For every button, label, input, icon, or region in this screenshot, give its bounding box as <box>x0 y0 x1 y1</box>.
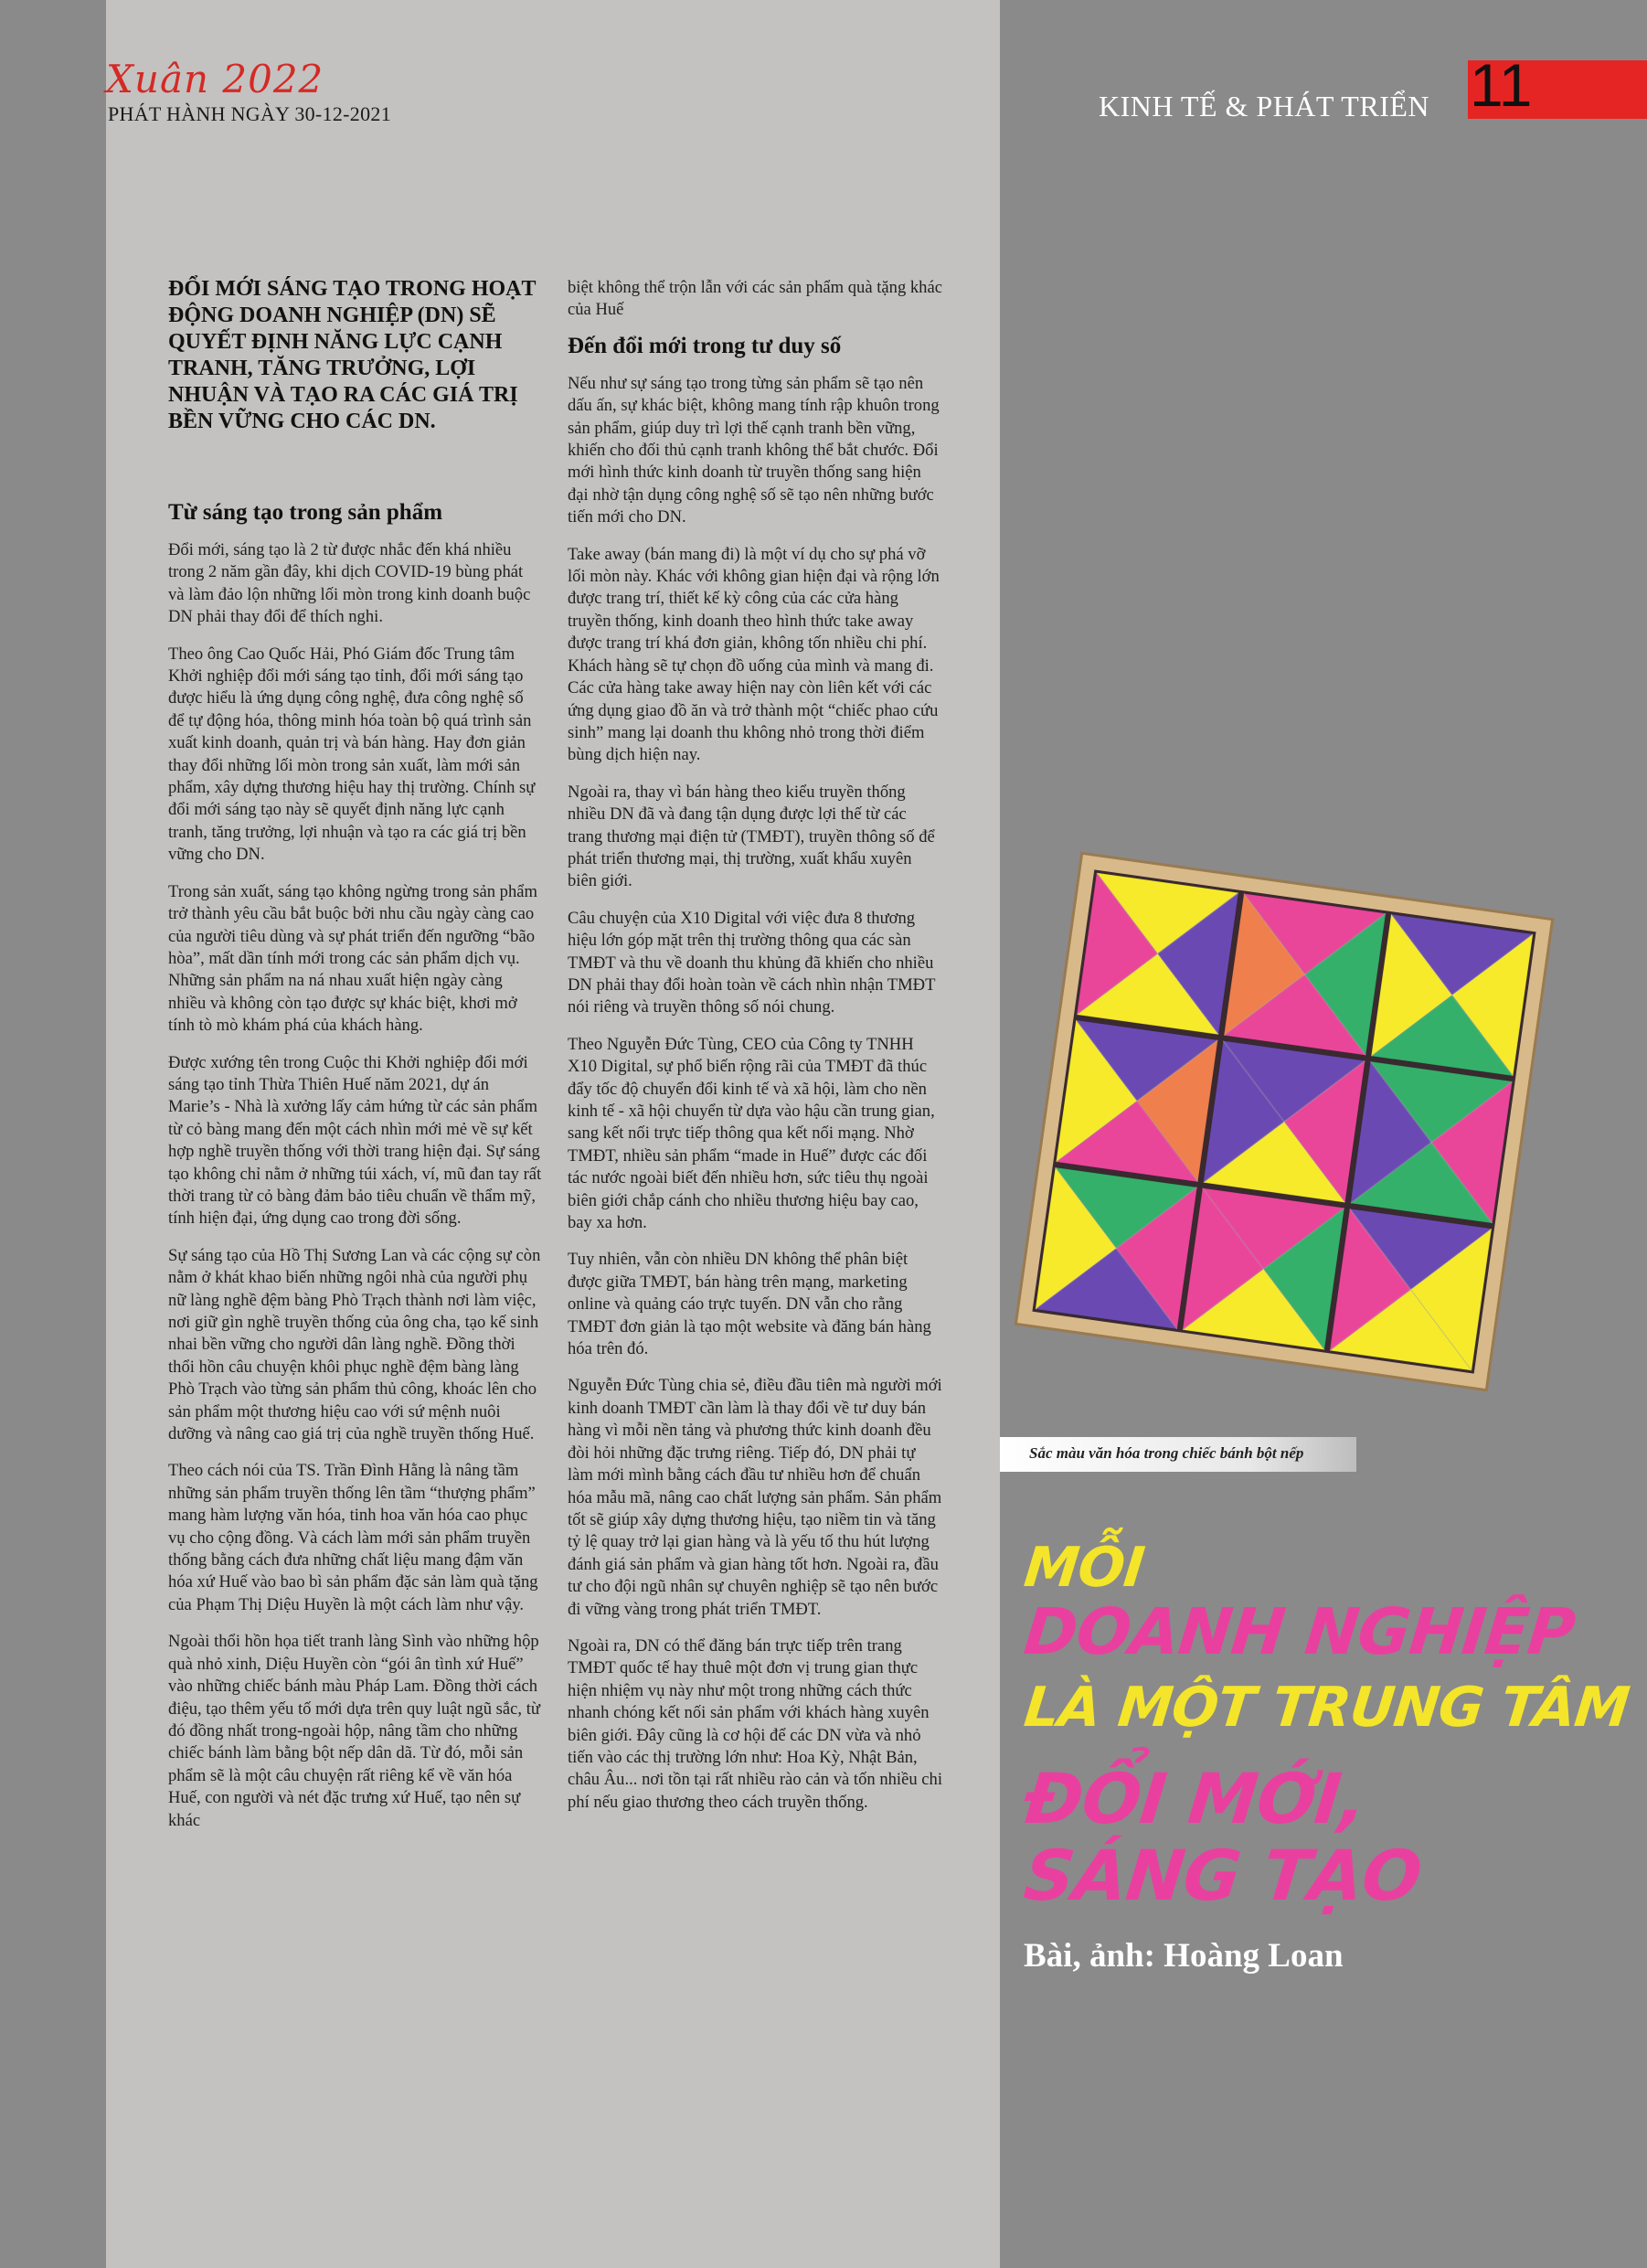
paragraph: Nếu như sự sáng tạo trong từng sản phẩm sẽ tạo nên dấu ấn, sự khác biệt, không mang tính rập khuôn trong sản phẩm, giúp duy trì lợi thế cạnh tranh bền vững, khiến cho đối thủ cạnh tranh không thể bắt chước. Đổi mới hình thức kinh doanh từ truyền thống sang hiện đại nhờ tận dụng công nghệ số sẽ tạo nên những bước tiến mới cho DN. <box>568 373 940 527</box>
paragraph: Trong sản xuất, sáng tạo không ngừng trong sản phẩm trở thành yêu cầu bắt buộc bởi nhu cầu ngày càng cao của người tiêu dùng và sự phát triển đến ngưỡng “bão hòa”, mất dần tính mới trong các sản phẩm dịch vụ. Những sản phẩm na ná nhau xuất hiện ngày càng nhiều và không còn tạo được sự khác biệt, khơi mở tính tò mò khám phá của khách hàng. <box>168 881 537 1036</box>
issue-title: Xuân 2022 <box>106 57 324 101</box>
paragraph: Tuy nhiên, vẫn còn nhiều DN không thể phân biệt được giữa TMĐT, bán hàng trên mạng, marketing online và quảng cáo trực tuyến. DN vẫn cho rằng TMĐT đơn giản là tạo một website và đăng bán hàng hóa trên đó. <box>568 1250 931 1359</box>
paragraph: Ngoài ra, DN có thể đăng bán trực tiếp trên trang TMĐT quốc tế hay thuê một đơn vị trung gian thực hiện nhiệm vụ này như một trong những cách thức nhanh chóng kết nối sản phẩm với khách hàng xuyên biên giới. Đây cũng là cơ hội để các DN vừa và nhỏ tiến vào các thị trường lớn như: Hoa Kỳ, Nhật Bản, châu Âu... nơi tồn tại rất nhiều rào cản và tốn nhiều chi phí nếu giao thương theo cách truyền thống. <box>568 1635 942 1812</box>
subheading-2: Đến đổi mới trong tư duy số <box>568 333 842 358</box>
paragraph: Theo Nguyễn Đức Tùng, CEO của Công ty TNHH X10 Digital, sự phổ biến rộng rãi của TMĐT đã thúc đẩy tốc độ chuyển đổi kinh tế và xã hội, làm cho nền kinh tế - xã hội chuyển từ dựa vào hậu cần trung gian, sang kết nối trực tiếp thông qua kết nối mạng. Nhờ TMĐT, nhiều sản phẩm “made in Huế” được các đối tác nước ngoài biết đến nhiều hơn, sức tiêu thụ ngoài biên giới chắp cánh cho nhiều thương hiệu bay cao, bay xa hơn. <box>568 1034 935 1233</box>
article-column-2 <box>568 277 942 1828</box>
headline-line-5: SÁNG TẠO <box>1020 1835 1426 1916</box>
paragraph: Ngoài ra, thay vì bán hàng theo kiểu truyền thống nhiều DN đã và đang tận dụng được lợi thế từ các trang thương mại điện tử (TMĐT), truyền thông số để phát triển thương mại, thị trường, xuất khẩu xuyên biên giới. <box>568 782 935 891</box>
page-number: 11 <box>1470 51 1533 119</box>
paragraph: Theo ông Cao Quốc Hải, Phó Giám đốc Trung tâm Khởi nghiệp đổi mới sáng tạo tỉnh, đổi mới sáng tạo được hiểu là ứng dụng công nghệ, đưa công nghệ số để tự động hóa, thông minh hóa toàn bộ quá trình sản xuất kinh doanh, quản trị và bán hàng. Hay đơn giản thay đổi những lối mòn trong sản xuất, làm mới sản phẩm, xây dựng thương hiệu hay thị trường. Chính sự đổi mới sáng tạo này sẽ quyết định năng lực cạnh tranh, tăng trưởng, lợi nhuận và tạo ra các giá trị bền vững cho DN. <box>168 644 536 865</box>
photo-caption: Sắc màu văn hóa trong chiếc bánh bột nếp <box>1029 1444 1304 1462</box>
article-lead: ĐỔI MỚI SÁNG TẠO TRONG HOẠT ĐỘNG DOANH NGHIỆP (DN) SẼ QUYẾT ĐỊNH NĂNG LỰC CẠNH TRANH, TĂNG TRƯỞNG, LỢI NHUẬN VÀ TẠO RA CÁC GIÁ TRỊ BỀN VỮNG CHO CÁC DN. <box>168 277 537 433</box>
article-column-1 <box>168 276 543 1847</box>
publish-date: PHÁT HÀNH NGÀY 30-12-2021 <box>108 102 391 125</box>
section-title: KINH TẾ & PHÁT TRIỂN <box>1099 90 1429 122</box>
headline-line-3: LÀ MỘT TRUNG TÂM <box>1021 1676 1632 1740</box>
paragraph-continued: biệt không thể trộn lẫn với các sản phẩm quà tặng khác của Huế <box>568 278 942 320</box>
headline-line-4: ĐỔI MỚI, <box>1020 1758 1370 1839</box>
headline-line-1: MỖI <box>1021 1536 1147 1600</box>
photo-caption-bar <box>1000 1437 1356 1472</box>
paragraph: Sự sáng tạo của Hồ Thị Sương Lan và các cộng sự còn nằm ở khát khao biến những ngôi nhà của người phụ nữ làng nghề đệm bàng Phò Trạch thành nơi làm việc, nơi giữ gìn nghề truyền thống của ông cha, tạo kế sinh nhai bền vững cho người dân làng nghề. Đồng thời thổi hồn câu chuyện khôi phục nghề đệm bàng làng Phò Trạch vào từng sản phẩm thủ công, khoác lên cho sản phẩm một thương hiệu cao với sứ mệnh nuôi dưỡng và nâng cao giá trị của nghề truyền thống Huế. <box>168 1245 541 1444</box>
paragraph: Take away (bán mang đi) là một ví dụ cho sự phá vỡ lối mòn này. Khác với không gian hiện đại và rộng lớn được trang trí, thiết kế kỳ công của các cửa hàng truyền thống, kinh doanh theo hình thức take away được trang trí khá đơn giản, không tốn nhiều chi phí. Khách hàng sẽ tự chọn đồ uống của mình và mang đi. Các cửa hàng take away hiện nay còn liên kết với các ứng dụng giao đồ ăn và trở thành một “chiếc phao cứu sinh” mang lại doanh thu không nhỏ trong thời điểm bùng dịch hiện nay. <box>568 544 940 765</box>
paragraph: Câu chuyện của X10 Digital với việc đưa 8 thương hiệu lớn góp mặt trên thị trường thông qua các sàn TMĐT và thu về doanh thu khủng đã khiến cho nhiều DN phải thay đổi hoàn toàn về cách nhìn nhận TMĐT nói riêng và truyền thông số nói chung. <box>568 908 936 1017</box>
paragraph: Ngoài thổi hồn họa tiết tranh làng Sình vào những hộp quà nhỏ xinh, Diệu Huyền còn “gói ân tình xứ Huế” vào những chiếc bánh màu Pháp Lam. Đồng thời cách điệu, tạo thêm yếu tố mới dựa trên quy luật ngũ sắc, từ đó đồng nhất trong-ngoài hộp, nâng tầm cho những chiếc bánh làm bằng bột nếp dân dã. Từ đó, mỗi sản phẩm sẽ là một câu chuyện rất riêng kể về văn hóa Huế, con người và nét đặc trưng xứ Huế, tạo nên sự khác <box>168 1632 540 1830</box>
left-margin-strip <box>0 0 106 2268</box>
subheading-1: Từ sáng tạo trong sản phẩm <box>168 500 443 525</box>
cake-box-photo <box>969 806 1599 1437</box>
paragraph: Được xướng tên trong Cuộc thi Khởi nghiệp đổi mới sáng tạo tỉnh Thừa Thiên Huế năm 2021, dự án Marie’s - Nhà là xưởng lấy cảm hứng từ các sản phẩm từ cỏ bàng mang đến một cách nhìn mới mẻ về sự kết hợp nghề truyền thống với thời trang hiện đại. Sự sáng tạo không chỉ nằm ở những túi xách, ví, mũ đan tay rất thời trang từ cỏ bàng đảm bảo tiêu chuẩn về thẩm mỹ, tính hiện đại, ứng dụng cao trong đời sống. <box>168 1052 542 1229</box>
paragraph: Đổi mới, sáng tạo là 2 từ được nhắc đến khá nhiều trong 2 năm gần đây, khi dịch COVID-19 bùng phát và làm đảo lộn những lối mòn trong kinh doanh buộc DN phải thay đổi để thích nghi. <box>168 540 531 627</box>
paragraph: Nguyễn Đức Tùng chia sẻ, điều đầu tiên mà người mới kinh doanh TMĐT cần làm là thay đổi về tư duy bán hàng vì mỗi nền tảng và phương thức kinh doanh đều đòi hỏi những đặc trưng riêng. Tiếp đó, DN phải tự làm mới mình bằng cách đầu tư nhiều hơn để chuẩn hóa mẫu mã, nâng cao chất lượng sản phẩm. Sản phẩm tốt sẽ giúp xây dựng thương hiệu, tạo niềm tin và tăng tỷ lệ quay trở lại gian hàng và là yếu tố thu hút lượng đánh giá sản phẩm và gian hàng tốt hơn. Ngoài ra, đầu tư cho đội ngũ nhân sự chuyên nghiệp sẽ tạo nên bước đi vững vàng trong phát triển TMĐT. <box>568 1376 942 1619</box>
byline: Bài, ảnh: Hoàng Loan <box>1024 1937 1344 1975</box>
headline-line-2: DOANH NGHIỆP <box>1020 1594 1578 1669</box>
cake-box-illustration <box>969 806 1599 1437</box>
paragraph: Theo cách nói của TS. Trần Đình Hằng là nâng tầm những sản phẩm truyền thống lên tầm “thượng phẩm” mang hàm lượng văn hóa, tinh hoa văn hóa cao phục vụ cho cộng đồng. Và cách làm mới sản phẩm truyền thống bằng cách đưa những chất liệu mang đậm văn hóa xứ Huế vào bao bì sản phẩm đặc sản làm quà tặng của Phạm Thị Diệu Huyền là một cách làm như vậy. <box>168 1461 538 1614</box>
